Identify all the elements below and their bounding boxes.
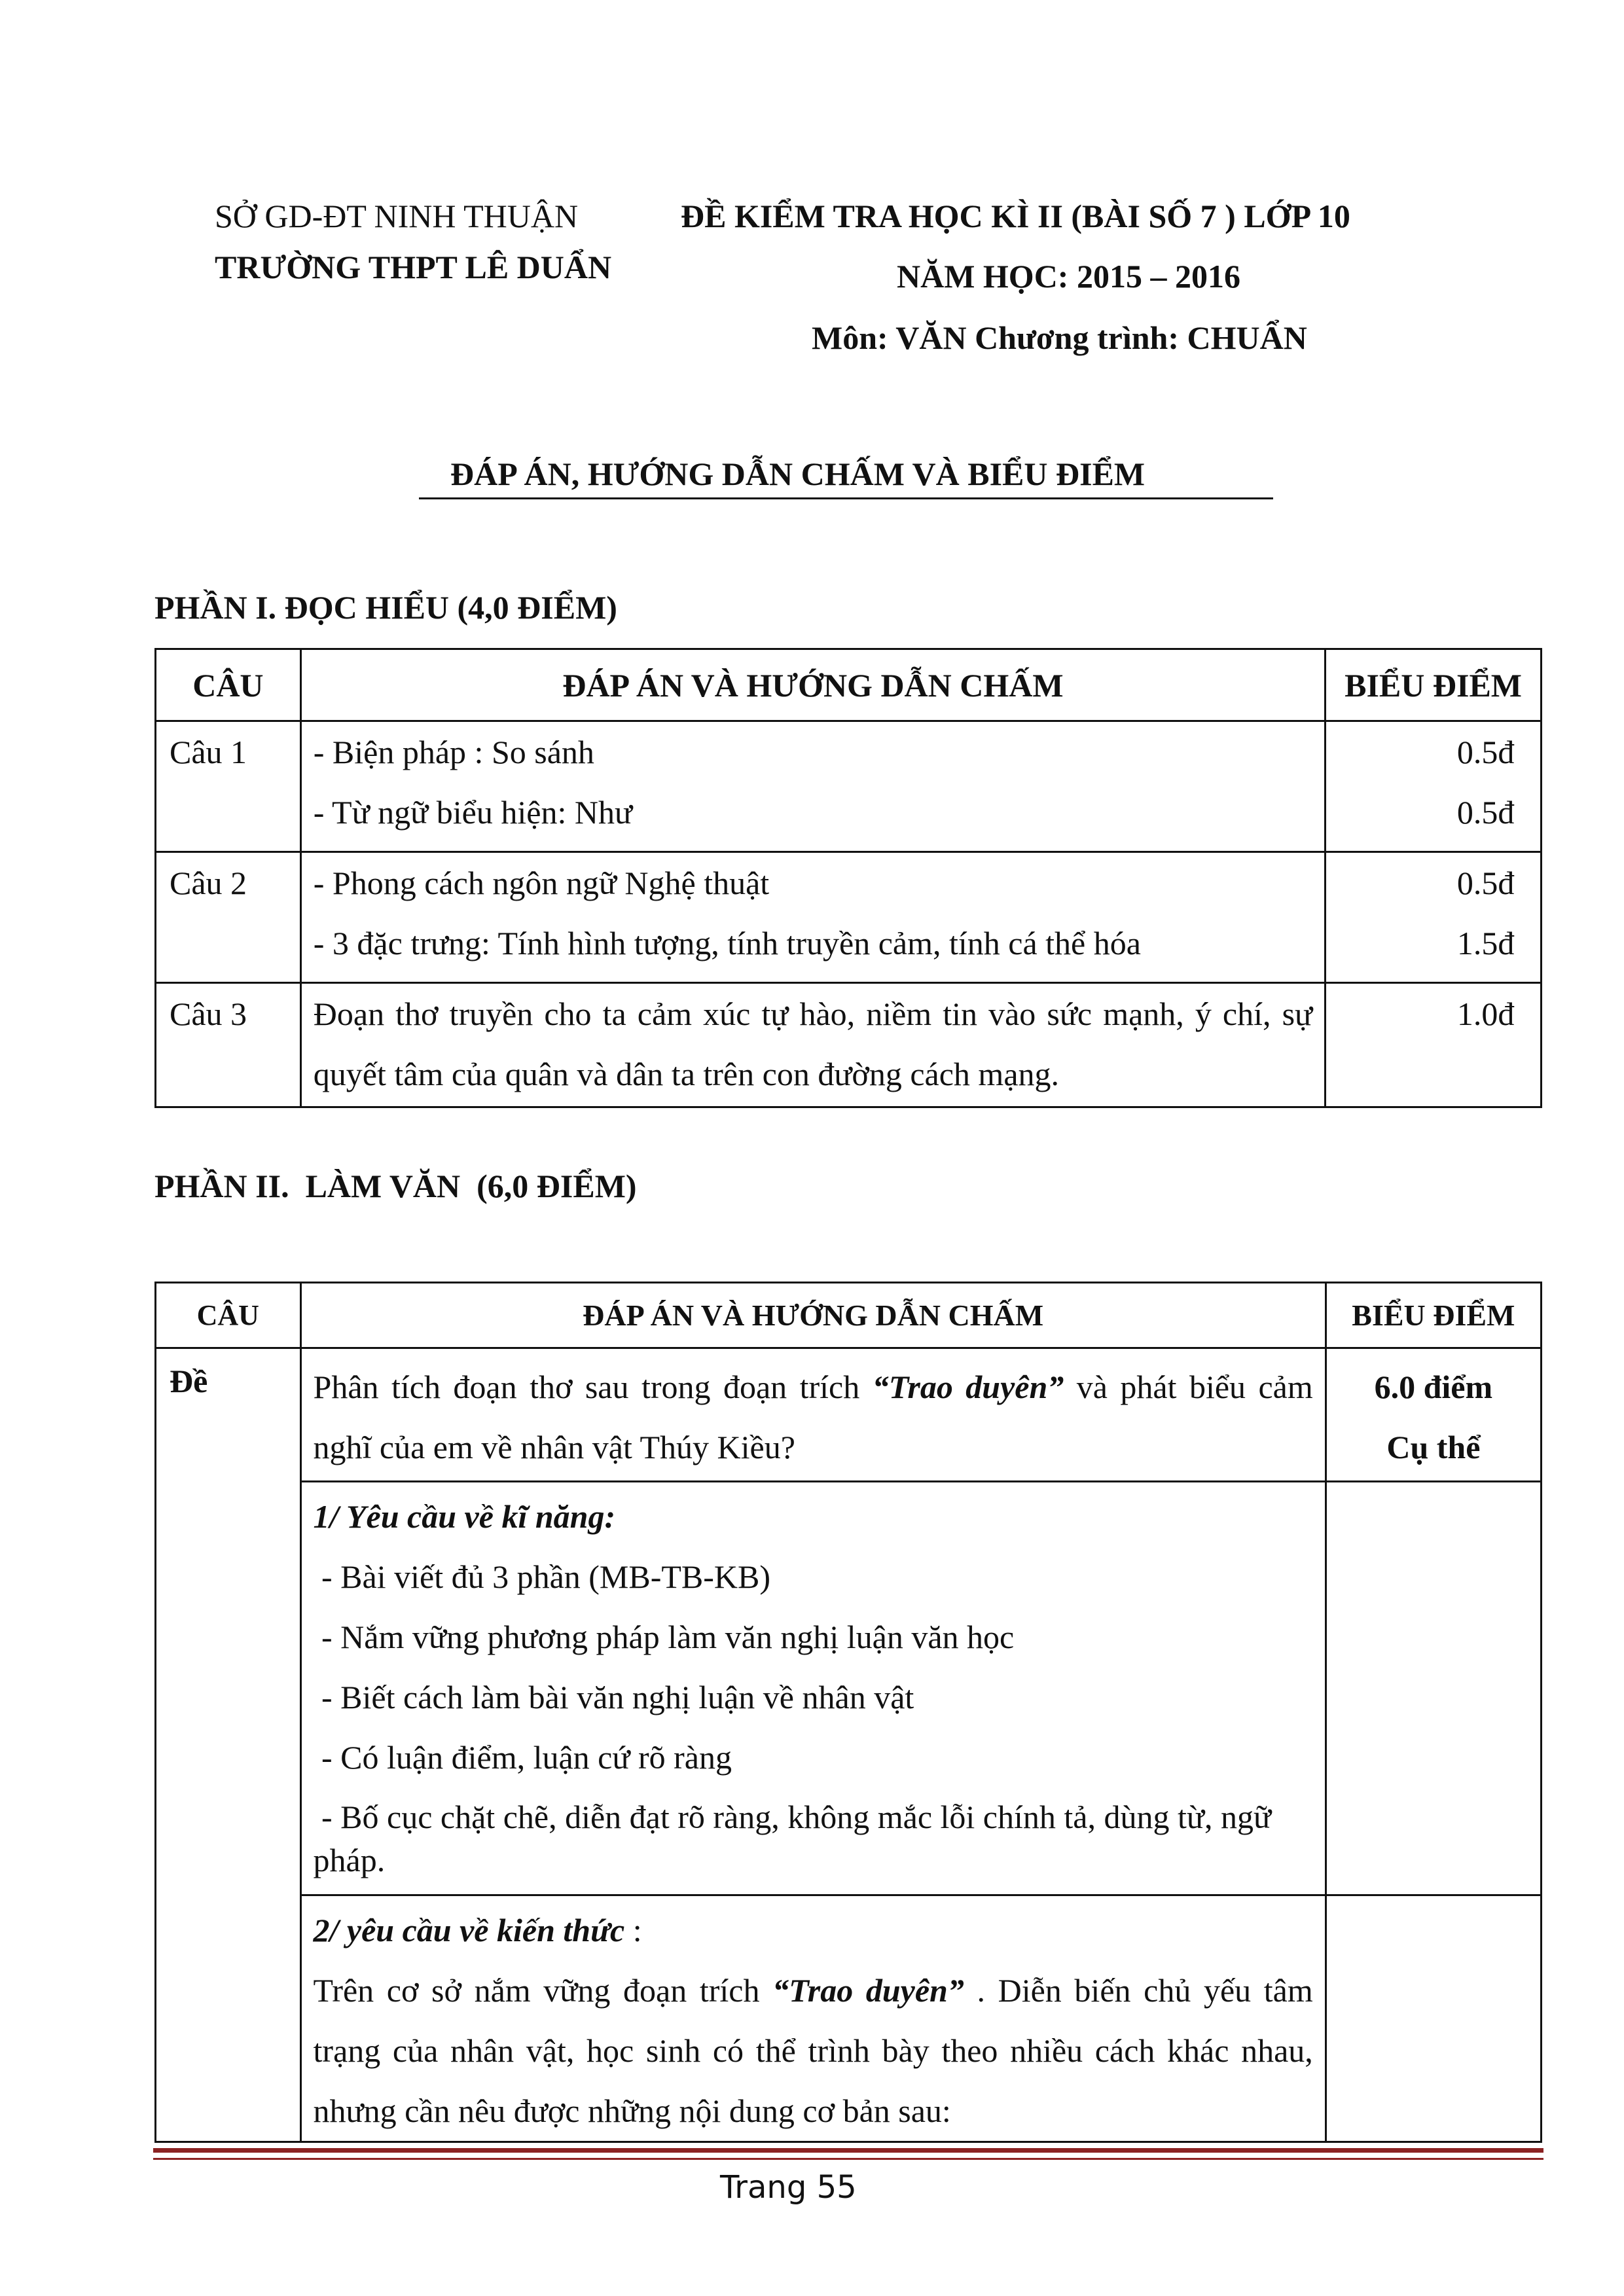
knowledge-heading-text: 2/ yêu cầu về kiến thức [313, 1912, 625, 1948]
answer-line: - 3 đặc trưng: Tính hình tượng, tính truyền cảm, tính cá thể hóa [313, 925, 1141, 961]
skill-item: - Bài viết đủ 3 phần (MB-TB-KB) [313, 1558, 771, 1595]
prompt-text: và phát biểu cảm nghĩ của em về nhân vật Thúy Kiều? [313, 1369, 1313, 1465]
skill-item: - Biết cách làm bài văn nghị luận về nhân vật [313, 1679, 914, 1715]
part2-table [154, 1282, 1542, 2143]
knowledge-cell [300, 1895, 1326, 2142]
score-total: 6.0 điểm [1374, 1369, 1493, 1405]
part1-col-answer: ĐÁP ÁN VÀ HƯỚNG DẪN CHẤM [300, 649, 1325, 721]
answer-line: - Từ ngữ biểu hiện: Như [313, 794, 633, 831]
part1-q2-label: Câu 2 [156, 852, 301, 983]
part2-row-label: Đề [156, 1348, 301, 2142]
answer-line: - Biện pháp : So sánh [313, 734, 594, 770]
skills-cell [300, 1482, 1326, 1895]
score-value: 1.0đ [1456, 996, 1515, 1032]
part1-q3-score [1326, 983, 1542, 1107]
part1-table [154, 648, 1542, 1108]
footer-rule-thin [153, 2158, 1543, 2160]
part1-q3-label: Câu 3 [156, 983, 301, 1107]
part2-col-answer: ĐÁP ÁN VÀ HƯỚNG DẪN CHẤM [300, 1283, 1326, 1348]
part1-col-question: CÂU [156, 649, 301, 721]
skills-score-cell [1326, 1482, 1541, 1895]
part2-prompt [300, 1348, 1326, 1482]
knowledge-text-part: Trên cơ sở nắm vững đoạn trích [313, 1972, 773, 2009]
part1-heading: PHẦN I. ĐỌC HIỂU (4,0 ĐIỂM) [154, 589, 617, 626]
part1-q1-answer [300, 721, 1325, 852]
school-year: NĂM HỌC: 2015 – 2016 [897, 258, 1240, 295]
skills-heading: 1/ Yêu cầu về kĩ năng: [313, 1498, 616, 1535]
skill-item: - Có luận điểm, luận cứ rõ ràng [313, 1739, 732, 1776]
part1-col-score: BIỂU ĐIỂM [1326, 649, 1542, 721]
school-name: TRƯỜNG THPT LÊ DUẨN [215, 249, 612, 285]
score-detail: Cụ thể [1386, 1429, 1481, 1465]
prompt-work-title: “Trao duyên” [872, 1369, 1064, 1405]
knowledge-work-title: “Trao duyên” [772, 1972, 964, 2009]
part2-col-question: CÂU [156, 1283, 301, 1348]
knowledge-score-cell [1326, 1895, 1541, 2142]
knowledge-text [314, 1960, 1313, 2141]
part1-q3-answer: Đoạn thơ truyền cho ta cảm xúc tự hào, niềm tin vào sức mạnh, ý chí, sự quyết tâm của quân và dân ta trên con đường cách mạng. [300, 983, 1325, 1107]
part1-q1-label: Câu 1 [156, 721, 301, 852]
subject-line: Môn: VĂN Chương trình: CHUẨN [812, 319, 1307, 356]
score-value: 0.5đ [1456, 865, 1515, 901]
score-value: 1.5đ [1456, 925, 1515, 961]
answer-line: - Phong cách ngôn ngữ Nghệ thuật [313, 865, 770, 901]
knowledge-text-part: . Diễn biến chủ yếu tâm trạng của nhân vật, học sinh có thể trình bày theo nhiều cách khác nhau, nhưng cần nêu được những nội dung cơ bản sau: [313, 1972, 1313, 2129]
part2-col-score: BIỂU ĐIỂM [1326, 1283, 1541, 1348]
title-underline [419, 497, 1273, 499]
skill-item: - Nắm vững phương pháp làm văn nghị luận văn học [313, 1619, 1015, 1655]
part1-q2-score [1326, 852, 1542, 983]
score-value: 0.5đ [1456, 734, 1515, 770]
footer-rule-thick [153, 2148, 1543, 2153]
part2-score [1326, 1348, 1541, 1482]
part1-q2-answer [300, 852, 1325, 983]
exam-title: ĐỀ KIỂM TRA HỌC KÌ II (BÀI SỐ 7 ) LỚP 10 [681, 198, 1350, 234]
knowledge-heading [314, 1900, 1313, 1960]
prompt-text: Phân tích đoạn thơ sau trong đoạn trích [313, 1369, 873, 1405]
score-value: 0.5đ [1456, 794, 1515, 831]
document-title: ĐÁP ÁN, HƯỚNG DẪN CHẤM VÀ BIỂU ĐIỂM [450, 456, 1146, 492]
knowledge-heading-colon: : [624, 1912, 642, 1948]
department-name: SỞ GD-ĐT NINH THUẬN [215, 198, 579, 234]
part2-heading: PHẦN II. LÀM VĂN (6,0 ĐIỂM) [154, 1168, 637, 1204]
part1-q1-score [1326, 721, 1542, 852]
page-number: Trang 55 [720, 2169, 857, 2206]
skill-item: - Bố cục chặt chẽ, diễn đạt rõ ràng, không mắc lỗi chính tả, dùng từ, ngữ pháp. [313, 1799, 1280, 1878]
